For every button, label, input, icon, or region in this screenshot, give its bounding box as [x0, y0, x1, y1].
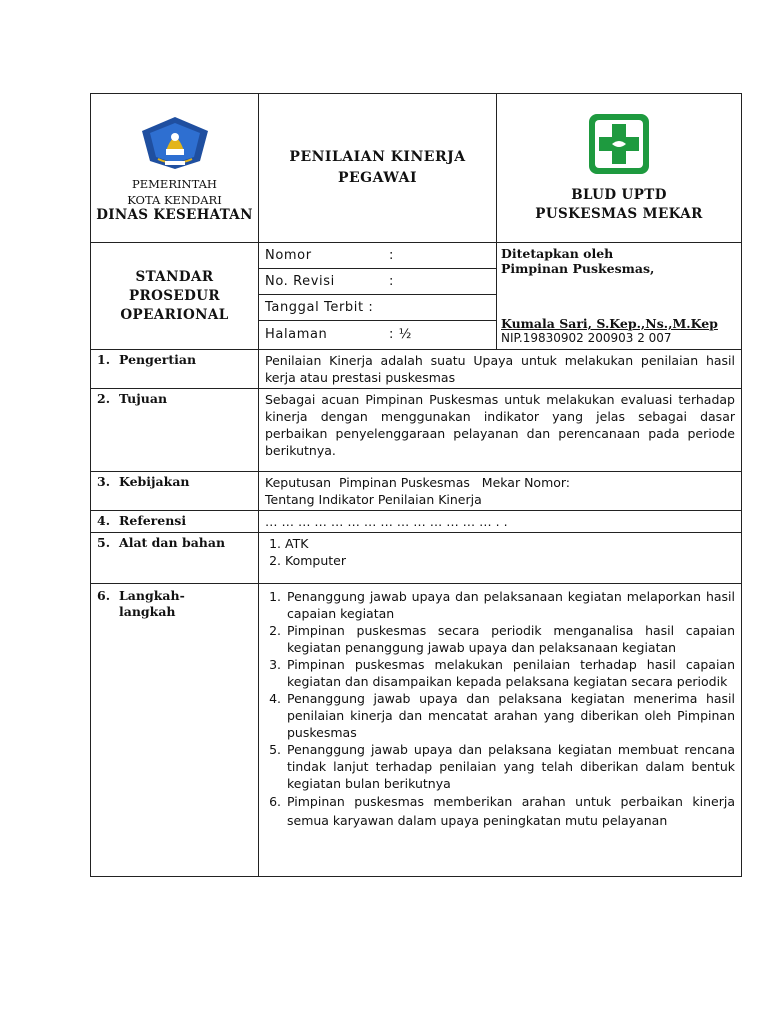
org-line-2: PUSKESMAS MEKAR [535, 206, 703, 222]
sop-label-cell [91, 243, 259, 350]
row-tujuan [91, 389, 742, 472]
label-alat-bahan: 5. Alat dan bahan [91, 533, 259, 584]
meta-cell [259, 243, 497, 350]
label-kebijakan: 3. Kebijakan [91, 472, 259, 511]
list-item: 1. ATK [285, 535, 735, 552]
signatory-nip: NIP.19830902 200903 2 007 [501, 331, 672, 345]
sop-label-line-3: OPEARIONAL [120, 306, 229, 323]
gov-line-3: DINAS KESEHATAN [96, 206, 253, 223]
puskesmas-cross-icon [587, 112, 651, 176]
document-title-line-1: PENILAIAN KINERJA [289, 149, 466, 165]
sop-table [90, 93, 742, 877]
row-pengertian [91, 350, 742, 389]
kebijakan-line-2: Tentang Indikator Penilaian Kinerja [265, 492, 482, 507]
government-cell [91, 94, 259, 243]
title-cell [259, 94, 497, 243]
list-langkah [259, 584, 742, 877]
row-langkah [91, 584, 742, 877]
text-kebijakan [259, 472, 742, 511]
gov-line-1: PEMERINTAH [132, 176, 217, 191]
label-pengertian: 1. Pengertian [91, 350, 259, 389]
gov-line-2: KOTA KENDARI [127, 192, 222, 207]
sop-label-line-1: STANDAR [135, 268, 214, 285]
approval-line-1: Ditetapkan oleh [501, 246, 614, 261]
meta-tanggal-terbit: Tanggal Terbit : [259, 295, 496, 321]
kendari-emblem-icon [138, 115, 212, 171]
approval-cell [497, 243, 742, 350]
label-langkah: 6. Langkah- langkah [91, 584, 259, 877]
list-alat-bahan [259, 533, 742, 584]
list-item: 5. Penanggung jawab upaya dan pelaksana kegiatan membuat rencana tindak lanjut terhadap penilaian yang telah diberikan dalam bentuk kegiatan bulan berikutnya [285, 741, 735, 792]
org-line-1: BLUD UPTD [571, 187, 667, 203]
row-kebijakan [91, 472, 742, 511]
text-tujuan: Sebagai acuan Pimpinan Puskesmas untuk melakukan evaluasi terhadap kinerja dengan menggunakan indikator yang jelas sebagai dasar perbaikan penyelenggaraan pelayanan dan perencanaan pada periode berikutnya. [259, 389, 742, 472]
kebijakan-line-1: Keputusan Pimpinan Puskesmas Mekar Nomor: [265, 475, 571, 490]
row-alat-bahan [91, 533, 742, 584]
signatory-name: Kumala Sari, S.Kep.,Ns.,M.Kep [501, 316, 718, 331]
sop-document [90, 93, 741, 877]
list-item: 6. Pimpinan puskesmas memberikan arahan untuk perbaikan kinerja semua karyawan dalam upaya peningkatan mutu pelayanan [285, 792, 735, 830]
list-item: 2. Komputer [285, 552, 735, 569]
sop-label-line-2: PROSEDUR [128, 287, 221, 304]
row-referensi [91, 511, 742, 533]
header-row [91, 94, 742, 243]
list-item: 1. Penanggung jawab upaya dan pelaksanaan kegiatan melaporkan hasil capaian kegiatan [285, 588, 735, 622]
meta-halaman: Halaman : ½ [265, 326, 412, 342]
list-item: 3. Pimpinan puskesmas melakukan penilaian terhadap hasil capaian kegiatan dan disampaikan kepada pelaksana kegiatan secara periodik [285, 656, 735, 690]
meta-nomor: Nomor : [259, 243, 496, 269]
text-pengertian: Penilaian Kinerja adalah suatu Upaya untuk melakukan penilaian hasil kerja atau prestasi puskesmas [259, 350, 742, 389]
label-referensi: 4. Referensi [91, 511, 259, 533]
meta-revisi: No. Revisi : [259, 269, 496, 295]
list-item: 4. Penanggung jawab upaya dan pelaksana kegiatan menerima hasil penilaian kinerja dan mencatat arahan yang diberikan oleh Pimpinan puskesmas [285, 690, 735, 741]
label-tujuan: 2. Tujuan [91, 389, 259, 472]
document-title-line-2: PEGAWAI [337, 170, 418, 186]
approval-line-2: Pimpinan Puskesmas, [501, 261, 655, 276]
sop-meta-row [91, 243, 742, 350]
organization-cell [497, 94, 742, 243]
text-referensi: … … … … … … … … … … … … … … . . [259, 511, 742, 533]
list-item: 2. Pimpinan puskesmas secara periodik menganalisa hasil capaian kegiatan penanggung jawab upaya dan pelaksanaan kegiatan [285, 622, 735, 656]
